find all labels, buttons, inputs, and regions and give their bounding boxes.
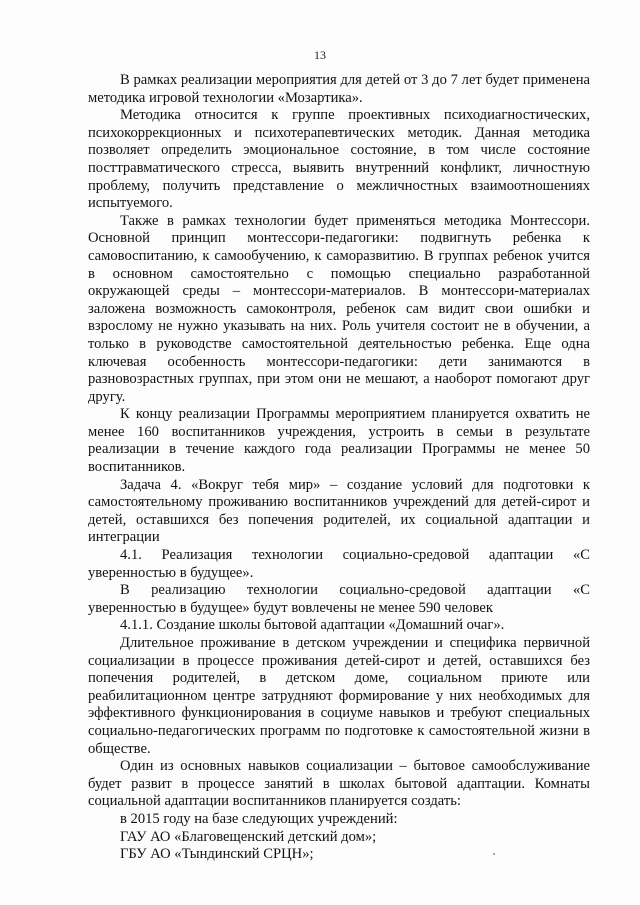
page-number: 13 [314,48,326,62]
list-item: ГАУ АО «Благовещенский детский дом»; [120,828,377,845]
paragraph: Длительное проживание в детском учреждении и специфика первичной социализации в процессе проживания детей-сирот и детей, оставшихся без попечения родителей, в детском доме, социальном приюте или реабилитационном центре затрудняют формирование у них необходимых для эффективного функционирования в социуме навыков и требуют специальных социально-педагогических программ по подготовке к самостоятельной жизни в обществе. [88,635,590,757]
scan-speck [493,853,495,855]
paragraph: 4.1.1. Создание школы бытовой адаптации «Домашний очаг». [120,617,505,634]
list-item: в 2015 году на базе следующих учреждений: [120,810,398,827]
paragraph: К концу реализации Программы мероприятием планируется охватить не менее 160 воспитанников учреждения, устроить в семьи в результате реализации в течение каждого года реализации Программы не менее 50 воспитанников. [88,406,590,476]
list-item: ГБУ АО «Тындинский СРЦН»; [120,846,314,863]
document-body [88,72,590,864]
paragraph: Также в рамках технологии будет применяться методика Монтессори. Основной принцип монтессори-педагогики: подвигнуть ребенка к самовоспитанию, к самообучению, к саморазвитию. В группах ребенок учится в основном самостоятельно с помощью специально разработанной окружающей среды – монтессори-материалов. В монтессори-материалах заложена возможность самоконтроля, ребенок сам видит свои ошибки и взрослому не нужно указывать на них. Роль учителя состоит не в обучении, а только в руководстве самостоятельной деятельностью ребенка. Еще одна ключевая особенность монтессори-педагогики: дети занимаются в разновозрастных группах, при этом они не мешают, а наоборот помогают друг другу. [88,212,590,405]
paragraph: 4.1. Реализация технологии социально-средовой адаптации «С уверенностью в будущее». [88,547,590,581]
paragraph: Методика относится к группе проективных психодиагностических, психокоррекционных и психотерапевтических методик. Данная методика позволяет определить эмоциональное состояние, в том числе состояние посттравматического стресса, выявить внутренний конфликт, личностную проблему, получить представление о межличностных взаимоотношениях испытуемого. [88,107,590,212]
paragraph: В рамках реализации мероприятия для детей от 3 до 7 лет будет применена методика игровой технологии «Мозартика». [88,72,590,106]
paragraph: Задача 4. «Вокруг тебя мир» – создание условий для подготовки к самостоятельному проживанию воспитанников учреждений для детей-сирот и детей, оставшихся без попечения родителей, их социальной адаптации и интеграции [88,476,590,546]
paragraph: Один из основных навыков социализации – бытовое самообслуживание будет развит в процессе занятий в школах бытовой адаптации. Комнаты социальной адаптации воспитанников планируется создать: [88,758,590,810]
paragraph: В реализацию технологии социально-средовой адаптации «С уверенностью в будущее» будут вовлечены не менее 590 человек [88,582,590,616]
